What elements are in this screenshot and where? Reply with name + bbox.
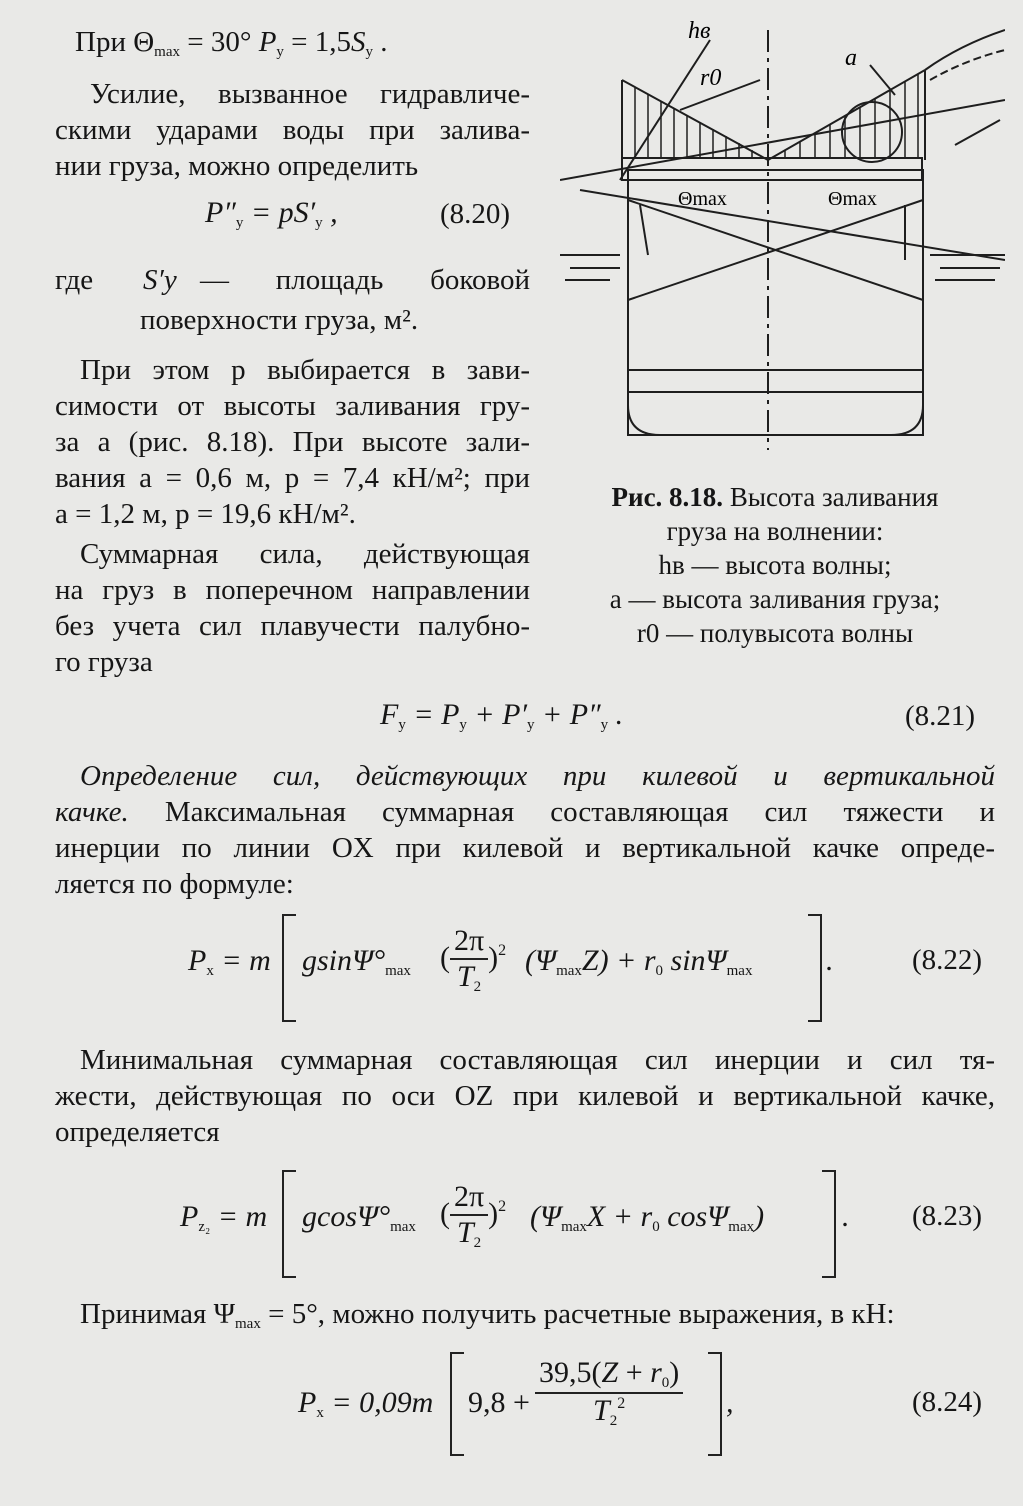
equation-8-23-tail: ($\Psi_{max}X + r_0$ cosΨ$_{max}$) (530, 1200, 765, 1235)
figure-caption-line: hв — высота волны; (658, 550, 892, 580)
figure-8-18-diagram (560, 10, 1005, 465)
paragraph-line: a = 1,2 м, p = 19,6 кН/м². (55, 498, 356, 530)
paragraph-line: Усилие, вызванное гидравличе- (90, 78, 530, 110)
paragraph-line: нии груза, можно определить (55, 150, 419, 182)
bracket-left (282, 1170, 296, 1278)
paragraph-line: симости от высоты заливания гру- (55, 390, 530, 422)
definition-text: — площадь боковой (200, 264, 530, 296)
equation-8-23-dot: . (842, 1200, 850, 1233)
equation-8-22-lhs: $P_x = m$ (188, 944, 271, 979)
equation-number: (8.21) (905, 700, 976, 732)
section-heading: Определение сил, действующих при килевой и вертикальной (80, 760, 995, 792)
figure-caption-line: a — высота заливания груза; (609, 584, 941, 614)
equation-8-23-frac: ( $\frac{2\pi}{T_2}$ )$^2$ (440, 1180, 507, 1251)
equation-number: (8.23) (912, 1200, 983, 1232)
paragraph-line: го груза (55, 646, 153, 678)
bracket-left (450, 1352, 464, 1456)
paragraph-line: без учета сил плавучести палубно- (55, 610, 530, 642)
paragraph-line: за a (рис. 8.18). При высоте зали- (55, 426, 530, 458)
symbol: S′y (143, 264, 177, 296)
label-a: a (845, 45, 857, 71)
condition-line: При $\Theta_{max} = 30^\circ$ $P_у = 1,5S_у$ . (75, 26, 388, 60)
definition-text: поверхности груза, м². (140, 304, 419, 336)
paragraph-line: определяется (55, 1116, 220, 1148)
bracket-right (808, 914, 822, 1022)
equation-8-22-frac: ( $\frac{2\pi}{T_2}$ )$^2$ (440, 924, 507, 995)
bracket-right (822, 1170, 836, 1278)
equation-8-24-frac: $\frac{39,5(Z + r_0)}{T_2^2}$ (535, 1356, 683, 1430)
equation-8-21: $F_y = P_y + P'_y + P''_y$ . (380, 698, 624, 733)
paragraph-line: Принимая $\Psi_{max} = 5^\circ$, можно получить расчетные выражения, в кН: (80, 1298, 895, 1332)
figure-caption-line: груза на волнении: (666, 516, 884, 546)
equation-8-24-comma: , (726, 1386, 734, 1419)
equation-8-22-body: $gsin\Psi^\circ_{max}$ (302, 944, 411, 979)
bracket-right (708, 1352, 722, 1456)
label-hv: hв (688, 18, 711, 44)
paragraph-line: на груз в поперечном направлении (55, 574, 530, 606)
bracket-left (282, 914, 296, 1022)
equation-number: (8.24) (912, 1386, 983, 1418)
paragraph-line: При этом p выбирается в зави- (80, 354, 530, 386)
paragraph-line: Суммарная сила, действующая (80, 538, 530, 570)
figure-caption-line: r0 — полувысота волны (636, 618, 914, 648)
where-word: где (55, 264, 94, 296)
label-r0: r0 (700, 65, 722, 91)
paragraph-line: жести, действующая по оси OZ при килевой и вертикальной качке, (55, 1080, 995, 1112)
equation-8-22-tail: $(\Psi_{max}Z) + r_0$ sinΨ$_{max}$ (525, 944, 753, 979)
equation-number: (8.22) (912, 944, 983, 976)
equation-8-22-dot: . (826, 944, 834, 977)
equation-number: (8.20) (440, 198, 511, 230)
paragraph-line: скими ударами воды при залива- (55, 114, 530, 146)
label-theta-left: Θmax (678, 188, 727, 210)
equation-8-23-body: $gcos\Psi^\circ_{max}$ (302, 1200, 416, 1235)
label-theta-right: Θmax (828, 188, 877, 210)
paragraph-line: ляется по формуле: (55, 868, 294, 900)
equation-8-23-lhs: $P_{z_2} = m$ (180, 1200, 268, 1235)
equation-8-20: $P''_y = pS'_y$ , (205, 196, 338, 231)
paragraph-line: инерции по линии OX при килевой и вертикальной качке опреде- (55, 832, 995, 864)
paragraph-line: Минимальная суммарная составляющая сил инерции и сил тя- (80, 1044, 995, 1076)
equation-8-24-body: 9,8 + (468, 1386, 530, 1419)
paragraph-line: вания a = 0,6 м, p = 7,4 кН/м²; при (55, 462, 530, 494)
figure-caption-title: Рис. 8.18. Высота заливания (611, 482, 939, 512)
paragraph-line: качке. Максимальная суммарная составляющая сил тяжести и (55, 796, 995, 828)
equation-8-24-lhs: $P_x = 0,09m$ (298, 1386, 434, 1421)
